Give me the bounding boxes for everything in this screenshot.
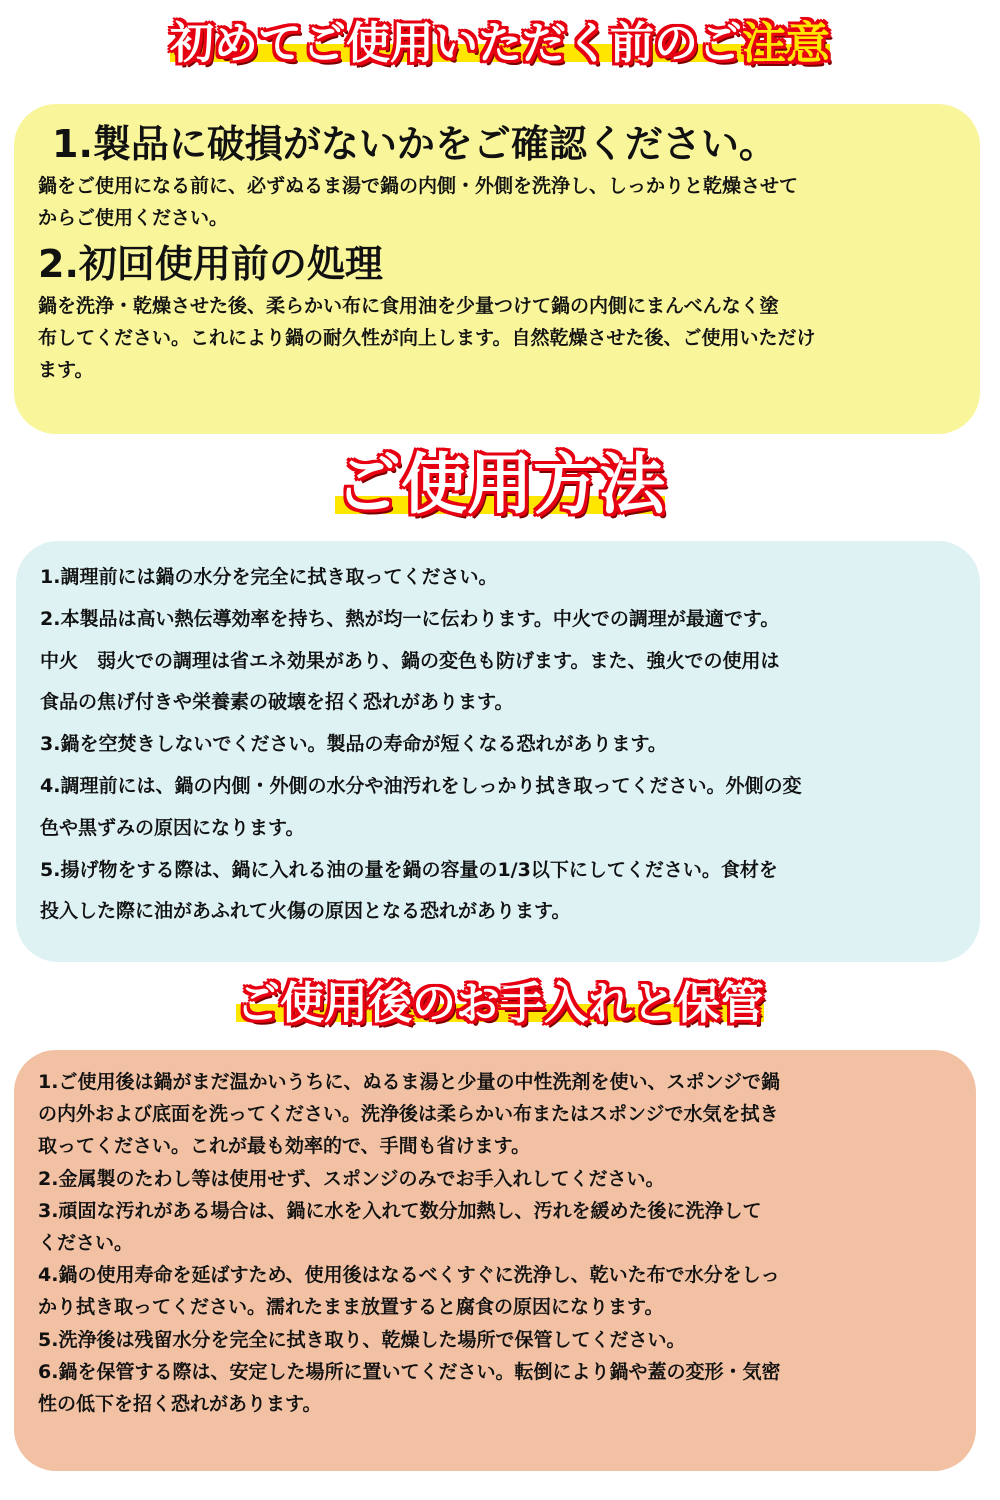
list-item: かり拭き取ってください。濡れたまま放置すると腐食の原因になります。 [38,1296,664,1319]
list-item: 投入した際に油があふれて火傷の原因となる恐れがあります。 [40,900,571,923]
list-item: 2.本製品は高い熱伝導効率を持ち、熱が均一に伝わります。中火での調理が最適です。 [40,607,780,630]
list-item: 5.揚げ物をする際は、鍋に入れる油の量を鍋の容量の1/3以下にしてください。食材を [40,858,778,881]
step2-title: 2.初回使用前の処理 [38,242,383,286]
list-item: 2.金属製のたわし等は使用せず、スポンジのみでお手入れしてください。 [38,1167,665,1190]
care-storage-panel [14,1050,976,1471]
step2-line: 布してください。これにより鍋の耐久性が向上します。自然乾燥させた後、ご使用いただけ [38,327,816,349]
care-list [38,1066,952,1420]
list-item: 色や黒ずみの原因になります。 [40,816,305,839]
banner-accent-text: 注意 [742,18,830,69]
list-item: 1.ご使用後は鍋がまだ温かいうちに、ぬるま湯と少量の中性洗剤を使い、スポンジで鍋 [38,1071,780,1093]
precautions-banner [170,18,830,69]
care-storage-banner [236,978,764,1029]
banner-title: ご使用後のお手入れと保管 [236,978,764,1029]
banner-title: ご使用方法 [335,446,665,523]
step1-title: 1.製品に破損がないかをご確認ください。 [52,122,777,166]
precautions-panel [14,104,980,434]
usage-banner [335,446,665,523]
usage-panel [16,541,980,962]
list-item: 5.洗浄後は残留水分を完全に拭き取り、乾燥した場所で保管してください。 [38,1328,686,1351]
list-item: 4.鍋の使用寿命を延ばすため、使用後はなるべくすぐに洗浄し、乾いた布で水分をしっ [38,1264,780,1287]
list-item: 3.鍋を空焚きしないでください。製品の寿命が短くなる恐れがあります。 [40,733,667,756]
list-item: 性の低下を招く恐れがあります。 [38,1393,322,1416]
list-item: 食品の焦げ付きや栄養素の破壊を招く恐れがあります。 [40,691,514,714]
list-item: 取ってください。これが最も効率的で、手間も省けます。 [38,1135,531,1158]
banner-title: 初めてご使用いただく前のご注意 [170,18,830,69]
usage-list [40,557,956,933]
step1-line: 鍋をご使用になる前に、必ずぬるま湯で鍋の内側・外側を洗浄し、しっかりと乾燥させて [38,175,799,197]
list-item: 6.鍋を保管する際は、安定した場所に置いてください。転倒により鍋や蓋の変形・気密 [38,1360,781,1383]
step1-line: からご使用ください。 [38,207,229,229]
step2-line: ます。 [38,359,94,381]
list-item: 4.調理前には、鍋の内側・外側の水分や油汚れをしっかり拭き取ってください。外側の変 [40,774,802,797]
list-item: 1.調理前には鍋の水分を完全に拭き取ってください。 [40,566,498,588]
step2-line: 鍋を洗浄・乾燥させた後、柔らかい布に食用油を少量つけて鍋の内側にまんべんなく塗 [38,295,779,317]
list-item: の内外および底面を洗ってください。洗浄後は柔らかい布またはスポンジで水気を拭き [38,1103,779,1126]
list-item: 中火 弱火での調理は省エネ効果があり、鍋の変色も防げます。また、強火での使用は [40,649,780,672]
list-item: 3.頑固な汚れがある場合は、鍋に水を入れて数分加熱し、汚れを緩めた後に洗浄して [38,1199,762,1222]
list-item: ください。 [38,1232,134,1255]
